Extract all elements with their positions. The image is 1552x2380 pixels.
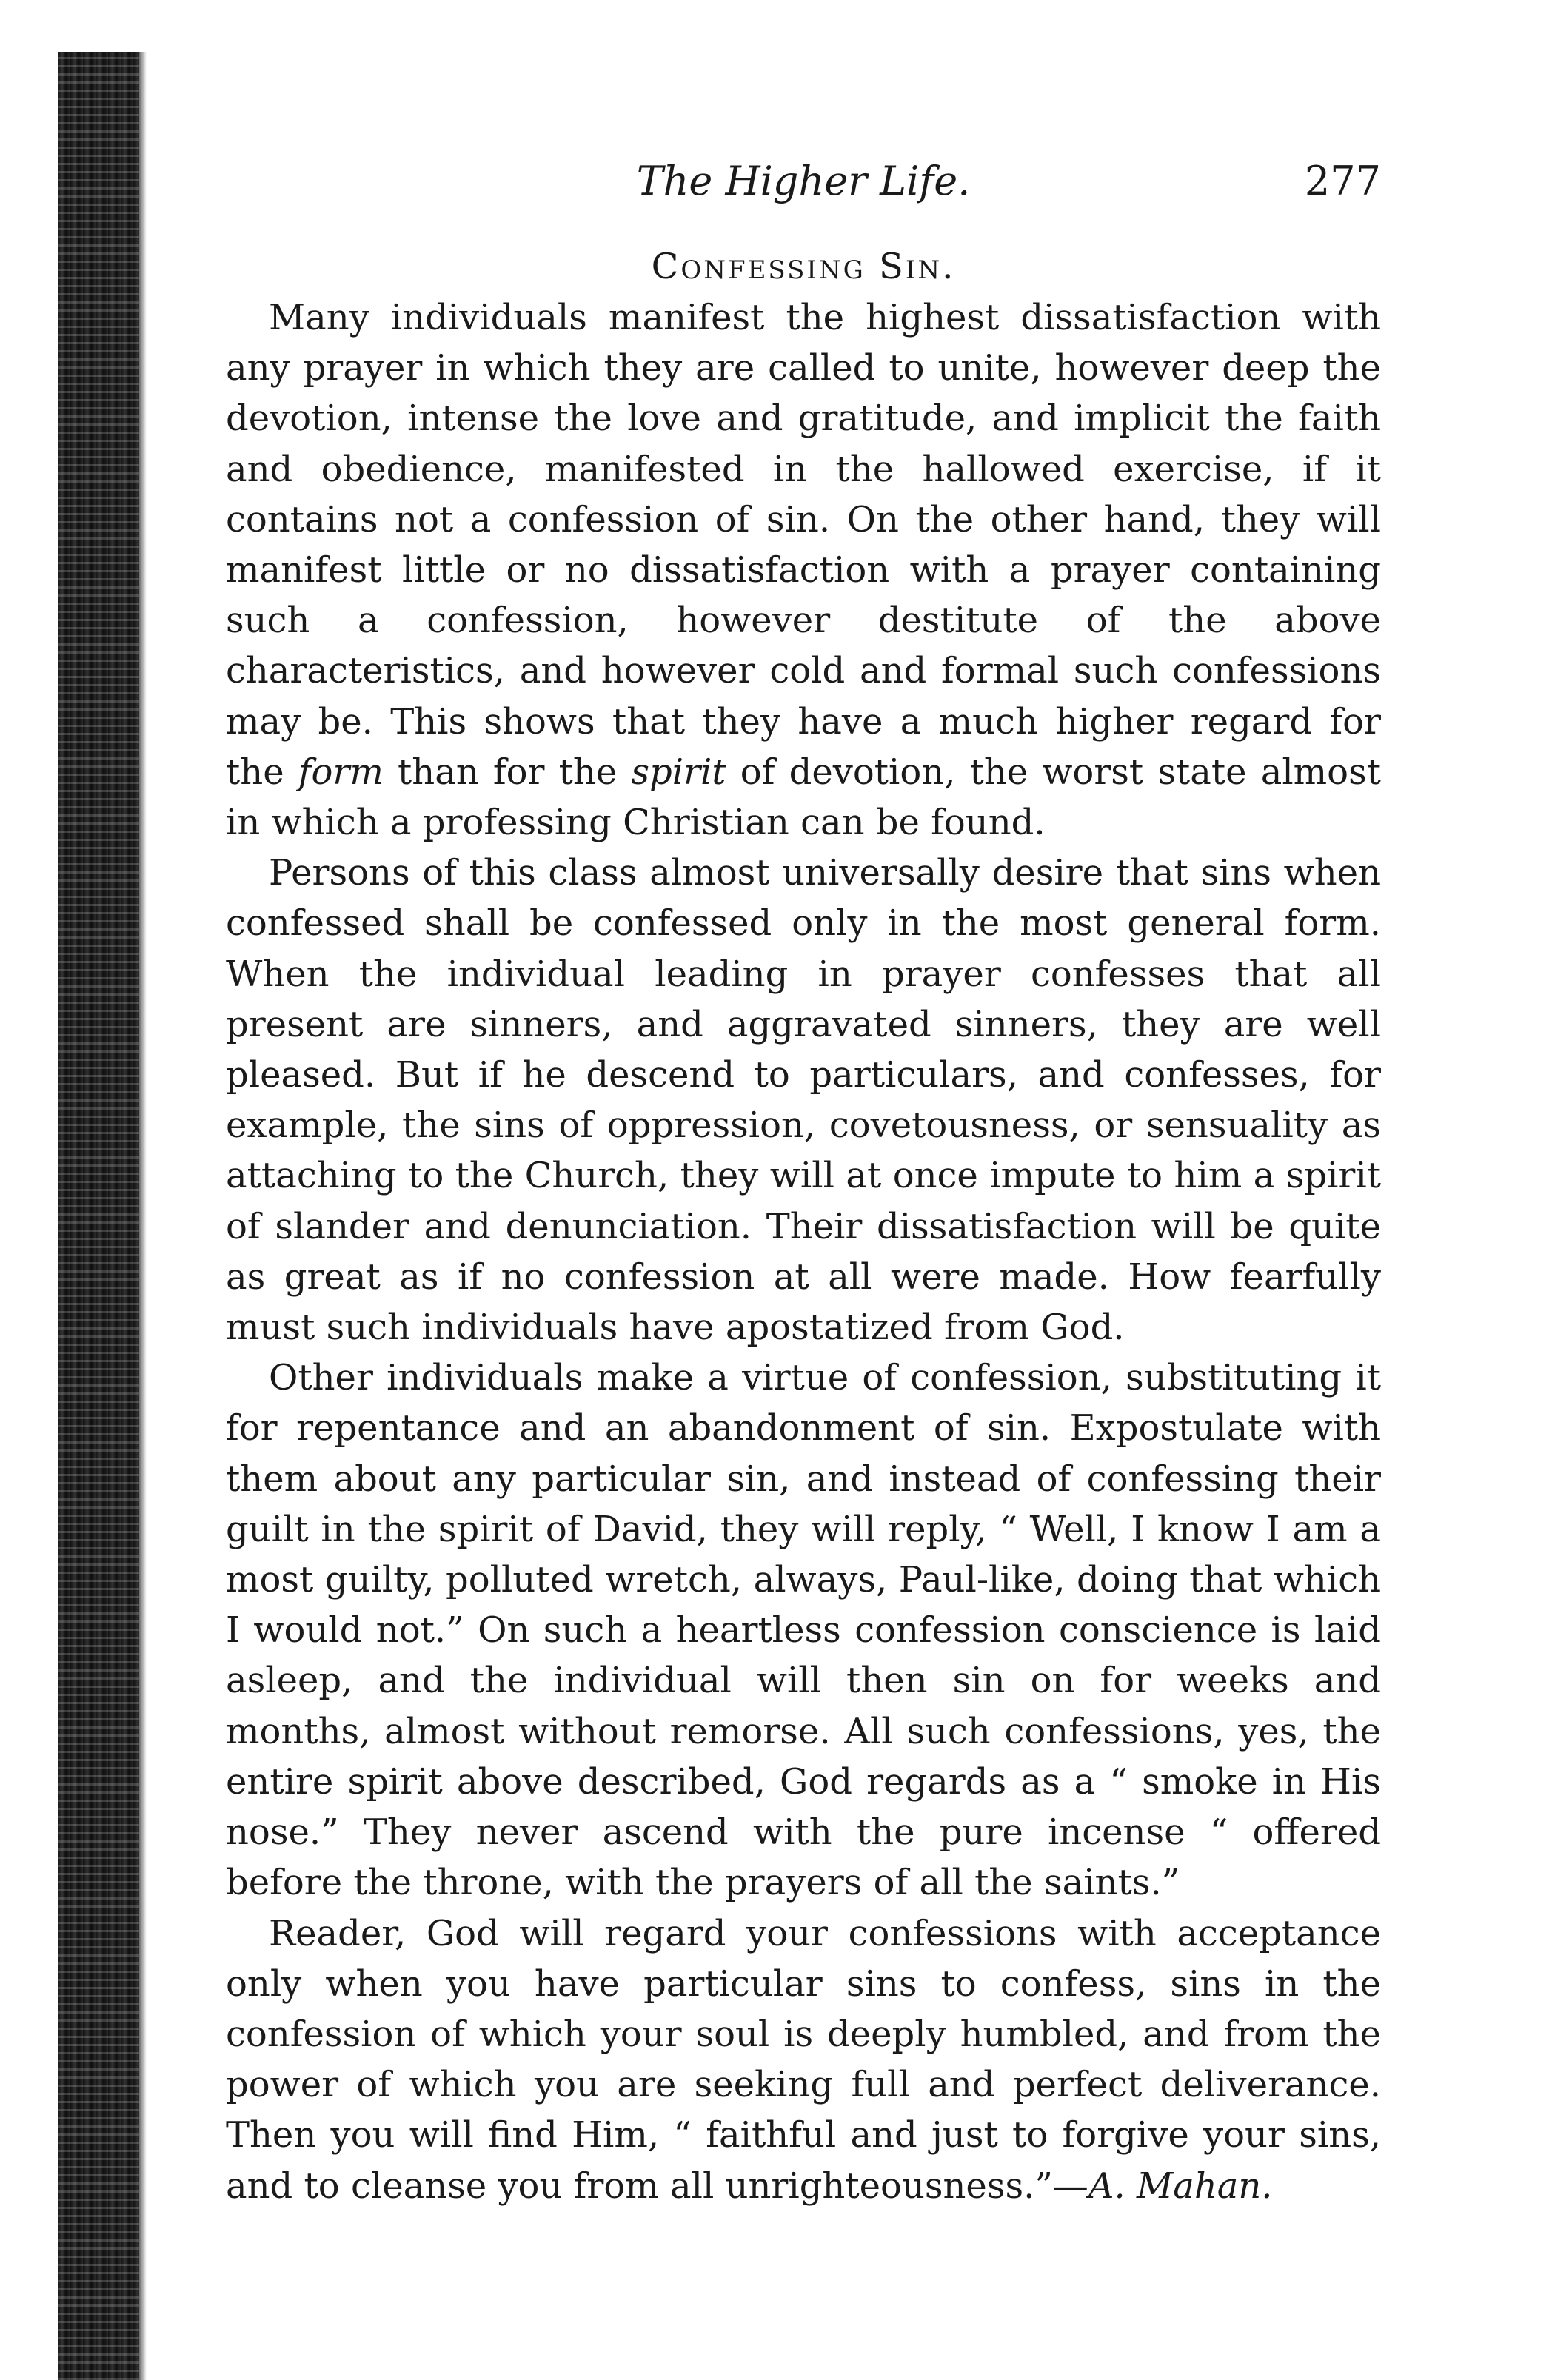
emphasis-form: form [298,751,384,793]
article-body [226,292,1381,2211]
book-binding-edge [58,52,141,2380]
running-title: The Higher Life. [636,158,971,204]
emphasis-spirit: spirit [631,751,726,793]
paragraph-4 [226,1908,1381,2211]
book-page [226,152,1381,2211]
author-attribution: A. Mahan. [1088,2165,1273,2207]
section-heading: Confessing Sin. [651,246,956,287]
paragraph-1-text-a: Many individuals manifest the highest dissatisfaction with any prayer in which they are called to unite, however deep the devotion, intense the love and gratitude, and implicit the faith and obedience, manifested in the hallowed exercise, if it contains not a confession of sin. On the other hand, they will manifest little or no dissatisfaction with a prayer containing such a confession, however destitute of the above characteristics, and however cold and formal such confessions may be. This shows that they have a much higher regard for the [226,297,1381,793]
paragraph-3: Other individuals make a virtue of confession, substituting it for repentance and an abandonment of sin. Expostulate with them about any particular sin, and instead of confessing their guilt in the spirit of David, they will reply, “ Well, I know I am a most guilty, polluted wretch, always, Paul-like, doing that which I would not.” On such a heartless confession conscience is laid asleep, and the individual will then sin on for weeks and months, almost without remorse. All such confessions, yes, the entire spirit above described, God regards as a “ smoke in His nose.” They never ascend with the pure incense “ offered before the throne, with the prayers of all the saints.” [226,1357,1381,1904]
paragraph-1 [226,292,1381,848]
page-number: 277 [1304,158,1381,204]
paragraph-4-text: Reader, God will regard your confessions with acceptance only when you have particular sins to confess, sins in the confession of which your soul is deeply humbled, and from the power of which you are seeking full and perfect deliverance. Then you will find Him, “ faithful and just to forgive your sins, and to cleanse you from all unrighteousness.”— [226,1912,1381,2207]
paragraph-1-text-b: than for the [383,751,632,793]
paragraph-1-text-c: of devotion, the worst state almost in which a professing Christian can be found. [226,751,1382,844]
paragraph-2: Persons of this class almost universally desire that sins when confessed shall be confessed only in the most general form. When the individual leading in prayer confesses that all present are sinners, and aggravated sinners, they are well pleased. But if he descend to particulars, and confesses, for example, the sins of oppression, covetousness, or sensuality as attaching to the Church, they will at once impute to him a spirit of slander and denunciation. Their dissatisfaction will be quite as great as if no confession at all were made. How fearfully must such individuals have apostatized from God. [226,852,1381,1349]
running-header [226,152,1381,211]
binding-shadow [139,52,147,2380]
